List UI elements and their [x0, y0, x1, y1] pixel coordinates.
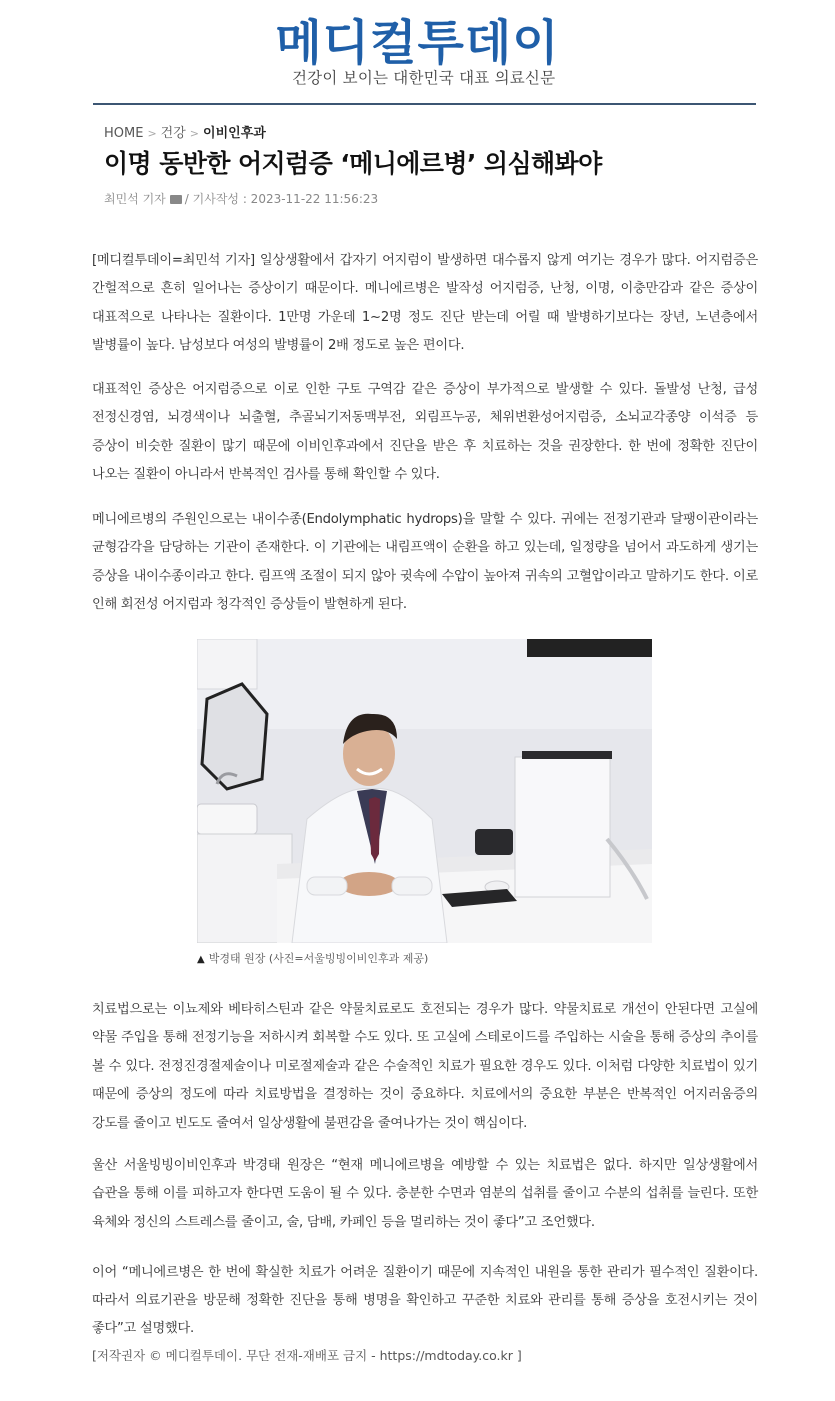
site-logo[interactable]: 메디컬투데이: [275, 15, 560, 71]
photo-caption: [197, 950, 428, 966]
article-paragraph: 치료법으로는 이뇨제와 베타히스틴과 같은 약물치료로도 호전되는 경우가 많다. 약물치료로 개선이 안된다면 고실에 약물 주입을 통해 전정기능을 저하시켜 회복할 수도 있다. 또 고실에 스테로이드를 주입하는 시술을 통해 증상의 추이를 볼 수 있다. 전정진경절제술이나 미로절제술과 같은 수술적인 치료가 필요한 경우도 있다. 이처럼 다양한 치료법이 있기 때문에 증상의 정도에 따라 치료방법을 결정하는 것이 중요하다. 치료에서의 중요한 부분은 반복적인 어지러움증의 강도를 줄이고 빈도도 줄여서 일상생활에 불편감을 줄여나가는 것이 핵심이다.: [92, 1002, 758, 1131]
breadcrumb-section[interactable]: 건강: [160, 126, 186, 141]
article-paragraph: 이어 “메니에르병은 한 번에 확실한 치료가 어려운 질환이기 때문에 지속적인 내원을 통한 관리가 필수적인 질환이다. 따라서 의료기관을 방문해 정확한 진단을 통해 병명을 확인하고 꾸준한 치료와 관리를 통해 증상을 호전시키는 것이 좋다”고 설명했다.: [92, 1265, 758, 1336]
article-photo: [197, 639, 652, 943]
mail-icon[interactable]: [170, 195, 182, 204]
article-paragraph: [메디컬투데이=최민석 기자] 일상생활에서 갑자기 어지럼이 발생하면 대수롭지 않게 여기는 경우가 많다. 어지럼증은 간헐적으로 흔히 일어나는 증상이기 때문이다. 메니에르병은 발작성 어지럼증, 난청, 이명, 이충만감과 같은 증상이 대표적으로 나타나는 질환이다. 1만명 가운데 1~2명 정도 진단 받는데 어릴 때 발병하기보다는 장년, 노년층에서 발병률이 높다. 남성보다 여성의 발병률이 2배 정도로 높은 편이다.: [92, 253, 758, 354]
copyright-notice: [저작권자 © 메디컬투데이. 무단 전재-재배포 금지 - https://mdtoday.co.kr ]: [92, 1348, 522, 1363]
article-title: 이명 동반한 어지럼증 ‘메니에르병’ 의심해봐야: [104, 149, 602, 178]
triangle-up-icon: ▲: [197, 954, 205, 965]
site-tagline: 건강이 보이는 대한민국 대표 의료신문: [292, 69, 556, 87]
article-paragraph: 메니에르병의 주원인으로는 내이수종(Endolymphatic hydrops)을 말할 수 있다. 귀에는 전정기관과 달팽이관이라는 균형감각을 담당하는 기관이 존재한다. 이 기관에는 내림프액이 순환을 하고 있는데, 일정량을 넘어서 과도하게 생기는 증상을 내이수종이라고 한다. 림프액 조절이 되지 않아 귓속에 수압이 높아져 귀속의 고혈압이라고 말하기도 한다. 이로 인해 회전성 어지럼과 청각적인 증상들이 발현하게 된다.: [92, 512, 758, 613]
article-paragraph: 울산 서울빙빙이비인후과 박경태 원장은 “현재 메니에르병을 예방할 수 있는 치료법은 없다. 하지만 일상생활에서 습관을 통해 이를 피하고자 한다면 도움이 될 수 있다. 충분한 수면과 염분의 섭취를 줄이고 수분의 섭취를 늘린다. 또한 육체와 정신의 스트레스를 줄이고, 술, 담배, 카페인 등을 멀리하는 것이 좋다”고 조언했다.: [92, 1158, 758, 1230]
breadcrumb: [104, 122, 266, 141]
masthead-divider: [93, 103, 756, 105]
article-paragraph: 대표적인 증상은 어지럼증으로 이로 인한 구토 구역감 같은 증상이 부가적으로 발생할 수 있다. 돌발성 난청, 급성 전정신경염, 뇌경색이나 뇌출혈, 추골뇌기저동맥부전, 외림프누공, 체위변환성어지럼증, 소뇌교각종양 이석증 등 증상이 비슷한 질환이 많기 때문에 이비인후과에서 진단을 받은 후 치료하는 것을 권장한다. 한 번에 정확한 진단이 나오는 질환이 아니라서 반복적인 검사를 통해 확인할 수 있다.: [92, 382, 758, 483]
breadcrumb-home[interactable]: HOME: [104, 126, 144, 141]
photo-caption-text: 박경태 원장 (사진=서울빙빙이비인후과 제공): [208, 952, 429, 965]
masthead: [0, 14, 835, 72]
breadcrumb-separator-icon: >: [189, 127, 200, 140]
article-byline: [104, 190, 378, 207]
reporter-name[interactable]: 최민석 기자: [104, 192, 166, 206]
breadcrumb-separator-icon: >: [147, 127, 157, 140]
article-date: / 기사작성 : 2023-11-22 11:56:23: [184, 192, 379, 206]
breadcrumb-current[interactable]: 이비인후과: [203, 126, 266, 141]
